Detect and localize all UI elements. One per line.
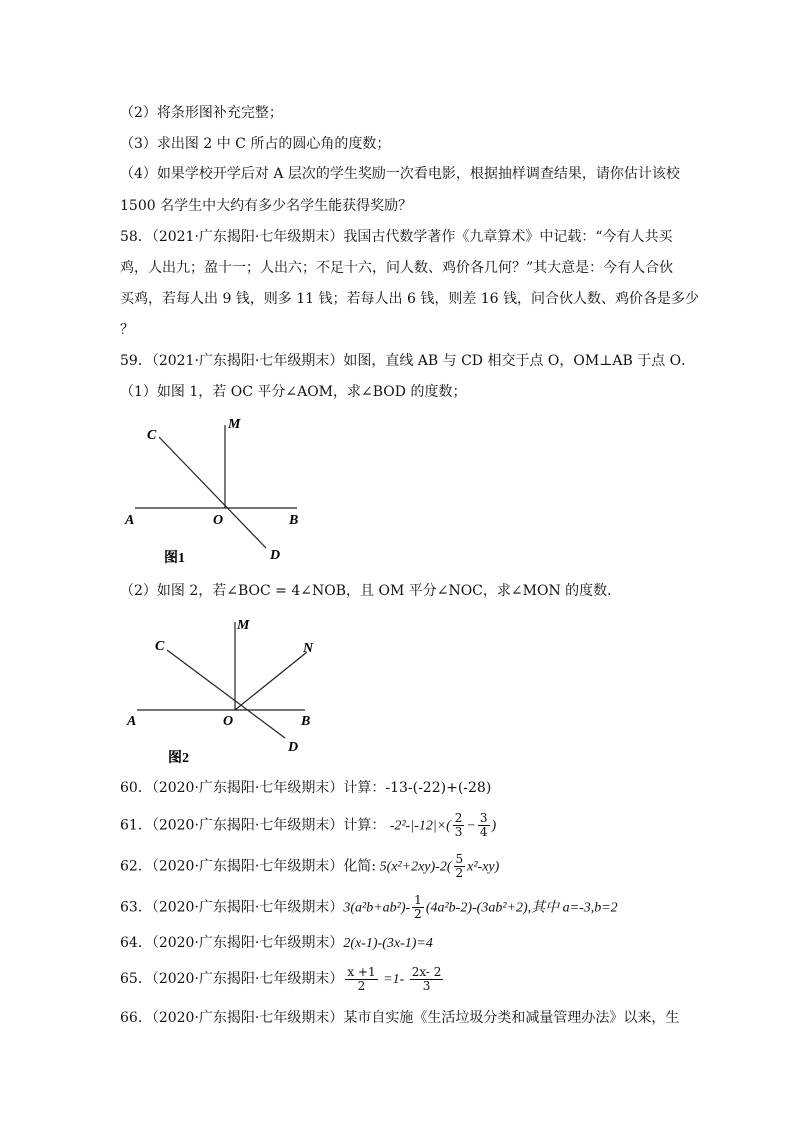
q58-line3: 买鸡，若每人出 9 钱，则多 11 钱；若每人出 6 钱，则差 16 钱，问合伙人数、鸡价各是多少 (120, 291, 700, 307)
fig1-label-a: A (125, 513, 135, 528)
q62-expr-b: x²-xy) (467, 859, 500, 875)
fig1-label-b: B (289, 513, 299, 528)
q58-line4: ？ (120, 322, 134, 338)
q62-frac-num: 5 (455, 852, 464, 866)
q63 (120, 894, 680, 920)
fig2-label-c: C (155, 639, 165, 654)
fig2-label-a: A (127, 714, 137, 729)
fig1-label-d: D (270, 548, 281, 563)
line-2: （2）将条形图补充完整； (120, 105, 283, 121)
fig2-label-b: B (301, 714, 311, 729)
fig2-label-m: M (237, 618, 250, 633)
fig2-label-n: N (303, 641, 314, 656)
q62-frac (454, 853, 466, 880)
q63-frac (412, 894, 424, 921)
q61-frac-2-num: 3 (479, 811, 488, 825)
q65-frac-2-den: 3 (422, 978, 431, 993)
q66: 66．（2020·广东揭阳·七年级期末）某市自实施《生活垃圾分类和减量管理办法》以来，生 (120, 1010, 680, 1026)
fig1-caption: 图1 (164, 551, 185, 566)
q61-frac-1 (453, 812, 465, 839)
q59-part2: （2）如图 2，若∠BOC = 4∠NOB，且 OM 平分∠NOC，求∠MON 的度数． (120, 583, 622, 599)
q59-line1: 59．（2021·广东揭阳·七年级期末）如图，直线 AB 与 CD 相交于点 O，OM⊥AB 于点 O． (120, 353, 696, 369)
fig2-label-o: O (223, 714, 234, 729)
line-4b: 1500 名学生中大约有多少名学生能获得奖励？ (120, 198, 413, 214)
fig1-label-o: O (213, 513, 224, 528)
q63-expr-b: (4a²b-2)-(3ab²+2),其中 a=-3,b=2 (425, 900, 618, 916)
q64-expr: 2(x-1)-(3x-1)=4 (343, 936, 433, 951)
q65-mid: =1- (379, 972, 408, 987)
q58-line1: 58．（2021·广东揭阳·七年级期末）我国古代数学著作《九章算术》中记载：“今有人共买 (120, 229, 673, 245)
q65-frac-1 (345, 966, 377, 993)
fig1-label-c: C (147, 428, 157, 443)
q65-frac-2-num: 2x- 2 (411, 964, 442, 979)
fig1-label-m: M (228, 417, 241, 432)
q60: 60．（2020·广东揭阳·七年级期末）计算：-13-(-22)+(-28) (120, 780, 492, 796)
q62-frac-den: 2 (455, 866, 464, 880)
q62 (120, 853, 680, 879)
q65-frac-1-num: x +1 (347, 964, 376, 979)
fig2-caption: 图2 (168, 751, 189, 766)
q58-line2: 鸡，人出九；盈十一；人出六；不足十六，问人数、鸡价各几何？”其大意是：今有人合伙 (120, 260, 674, 276)
figure-1 (115, 410, 325, 575)
q65-frac-1-den: 2 (357, 978, 366, 993)
q62-prefix: 62．（2020·广东揭阳·七年级期末）化简: (120, 858, 377, 875)
q62-expr-a: 5(x²+2xy)-2( (376, 859, 452, 875)
q64 (120, 933, 680, 954)
q63-frac-den: 2 (414, 907, 422, 921)
q61-abs: |-12| (410, 818, 437, 834)
q65 (120, 964, 680, 994)
q61-frac-1-den: 3 (454, 825, 463, 839)
q61-prefix: 61．（2020·广东揭阳·七年级期末）计算： (120, 817, 386, 834)
q65-frac-2 (410, 966, 444, 993)
q61-frac-1-num: 2 (454, 811, 463, 825)
q61-expr-a: -2²- (389, 818, 411, 834)
q61-frac-2 (478, 812, 490, 839)
q61-expr-c: ×( (436, 818, 451, 834)
q63-expr-a: 3(a²b+ab²)- (343, 900, 411, 916)
q63-prefix: 63．（2020·广东揭阳·七年级期末） (120, 899, 344, 916)
figure-2 (115, 610, 325, 770)
q61-close: ) (491, 818, 497, 834)
line-3: （3）求出图 2 中 C 所占的圆心角的度数； (120, 136, 391, 152)
q65-prefix: 65．（2020·广东揭阳·七年级期末） (120, 971, 344, 987)
line-4: （4）如果学校开学后对 A 层次的学生奖励一次看电影，根据抽样调查结果，请你估计该校 (120, 166, 680, 182)
q59-part1: （1）如图 1，若 OC 平分∠AOM，求∠BOD 的度数； (120, 384, 467, 400)
q61 (120, 812, 680, 838)
fig2-label-d: D (288, 740, 299, 755)
q63-frac-num: 1 (414, 893, 422, 907)
q64-prefix: 64．（2020·广东揭阳·七年级期末） (120, 935, 344, 951)
q61-frac-2-den: 4 (479, 825, 488, 839)
q61-minus: − (466, 818, 476, 834)
